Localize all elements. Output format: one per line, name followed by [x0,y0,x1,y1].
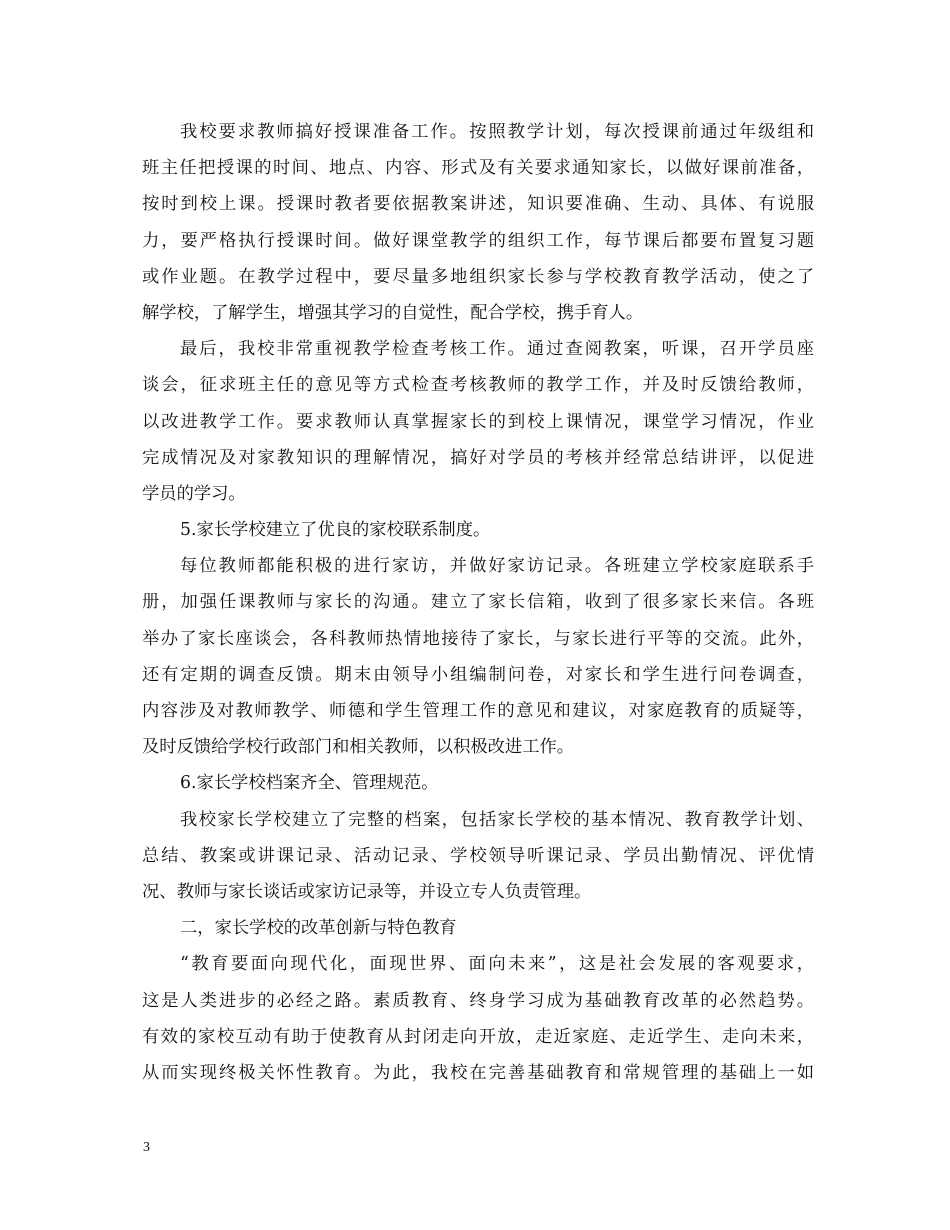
text-line: 举办了家长座谈会，各科教师热情地接待了家长，与家长进行平等的交流。此外， [142,628,814,649]
text-line: 内容涉及对教师教学、师德和学生管理工作的意见和建议，对家庭教育的质疑等， [142,701,814,721]
section-heading: 二，家长学校的改革创新与特色教育 [180,918,457,939]
page-number: 3 [143,1140,150,1155]
section-heading: 5.家长学校建立了优良的家校联系制度。 [180,520,491,541]
text-line: 册，加强任课教师与家长的沟通。建立了家长信箱，收到了很多家长来信。各班 [142,592,814,613]
text-line: 班主任把授课的时间、地点、内容、形式及有关要求通知家长，以做好课前准备， [142,158,814,179]
text-line: 总结、教案或讲课记录、活动记录、学校领导听课记录、学员出勤情况、评优情 [142,845,814,866]
text-line: 谈会，征求班主任的意见等方式检查考核教师的教学工作，并及时反馈给教师， [142,375,814,396]
text-line: 及时反馈给学校行政部门和相关教师，以积极改进工作。 [142,737,575,758]
text-line: 学员的学习。 [142,483,246,504]
text-line: 我校家长学校建立了完整的档案，包括家长学校的基本情况、教育教学计划、 [180,809,814,830]
text-line: 或作业题。在教学过程中，要尽量多地组织家长参与学校教育教学活动，使之了 [142,266,814,287]
text-line: 还有定期的调查反馈。期末由领导小组编制问卷，对家长和学生进行问卷调查， [142,664,814,685]
text-line: 我校要求教师搞好授课准备工作。按照教学计划，每次授课前通过年级组和 [180,122,814,142]
text-line: 这是人类进步的必经之路。素质教育、终身学习成为基础教育改革的必然趋势。 [142,990,814,1011]
section-heading: 6.家长学校档案齐全、管理规范。 [180,773,439,794]
text-line: 况、教师与家长谈话或家访记录等，并设立专人负责管理。 [142,881,592,902]
text-line: 力，要严格执行授课时间。做好课堂教学的组织工作，每节课后都要布置复习题 [142,230,814,251]
text-line: 从而实现终极关怀性教育。为此，我校在完善基础教育和常规管理的基础上一如 [142,1062,814,1083]
text-line: 最后，我校非常重视教学检查考核工作。通过查阅教案，听课，召开学员座 [180,339,814,360]
text-line: 完成情况及对家教知识的理解情况，搞好对学员的考核并经常总结讲评，以促进 [142,447,814,468]
text-line: 有效的家校互动有助于使教育从封闭走向开放，走近家庭、走近学生、走向未来， [142,1026,814,1047]
text-line: “教育要面向现代化，面现世界、面向未来”，这是社会发展的客观要求， [180,954,814,975]
text-line: 以改进教学工作。要求教师认真掌握家长的到校上课情况，课堂学习情况，作业 [142,411,814,432]
text-line: 每位教师都能积极的进行家访，并做好家访记录。各班建立学校家庭联系手 [180,556,814,577]
document-body [142,114,814,1091]
text-line: 解学校，了解学生，增强其学习的自觉性，配合学校，携手育人。 [142,302,644,323]
text-line: 按时到校上课。授课时教者要依据教案讲述，知识要准确、生动、具体、有说服 [142,194,814,215]
